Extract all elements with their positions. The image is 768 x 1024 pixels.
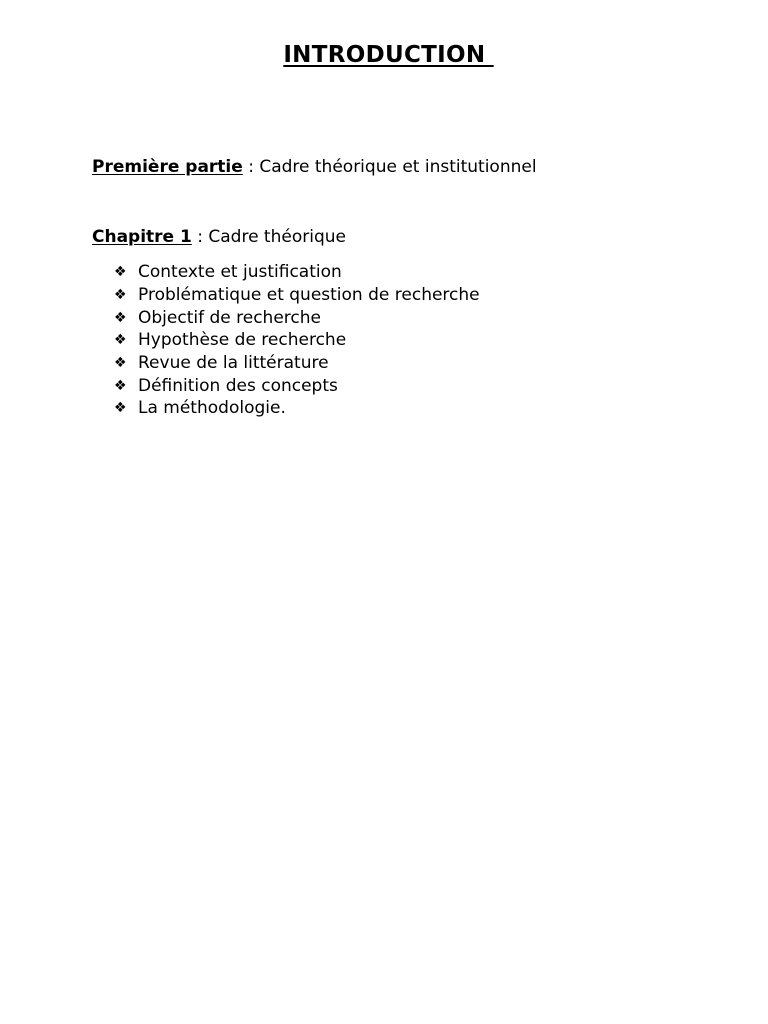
diamond-bullet-icon: ❖ [114, 355, 127, 372]
diamond-bullet-icon: ❖ [114, 377, 127, 394]
page-title: INTRODUCTION [283, 42, 494, 68]
list-item [114, 329, 480, 352]
partie-text: : Cadre théorique et institutionnel [242, 157, 537, 177]
list-item-text: Objectif de recherche [138, 307, 321, 328]
section-heading-partie [92, 156, 537, 178]
list-item [114, 261, 480, 284]
partie-label: Première partie [92, 157, 243, 177]
diamond-bullet-icon: ❖ [114, 264, 127, 281]
list-item [114, 397, 480, 420]
chapter-topics-list [114, 261, 480, 420]
list-item [114, 352, 480, 375]
diamond-bullet-icon: ❖ [114, 400, 127, 417]
list-item [114, 306, 480, 329]
list-item-text: La méthodologie. [138, 398, 286, 419]
chapitre-text: : Cadre théorique [191, 227, 346, 247]
diamond-bullet-icon: ❖ [114, 287, 127, 304]
diamond-bullet-icon: ❖ [114, 309, 127, 326]
list-item-text: Revue de la littérature [138, 353, 329, 374]
list-item-text: Définition des concepts [138, 375, 338, 396]
list-item [114, 374, 480, 397]
chapitre-label: Chapitre 1 [92, 227, 192, 247]
list-item-text: Hypothèse de recherche [138, 330, 347, 351]
list-item-text: Problématique et question de recherche [138, 285, 480, 306]
list-item [114, 284, 480, 307]
diamond-bullet-icon: ❖ [114, 332, 127, 349]
list-item-text: Contexte et justification [138, 262, 342, 283]
chapter-heading [92, 226, 346, 248]
